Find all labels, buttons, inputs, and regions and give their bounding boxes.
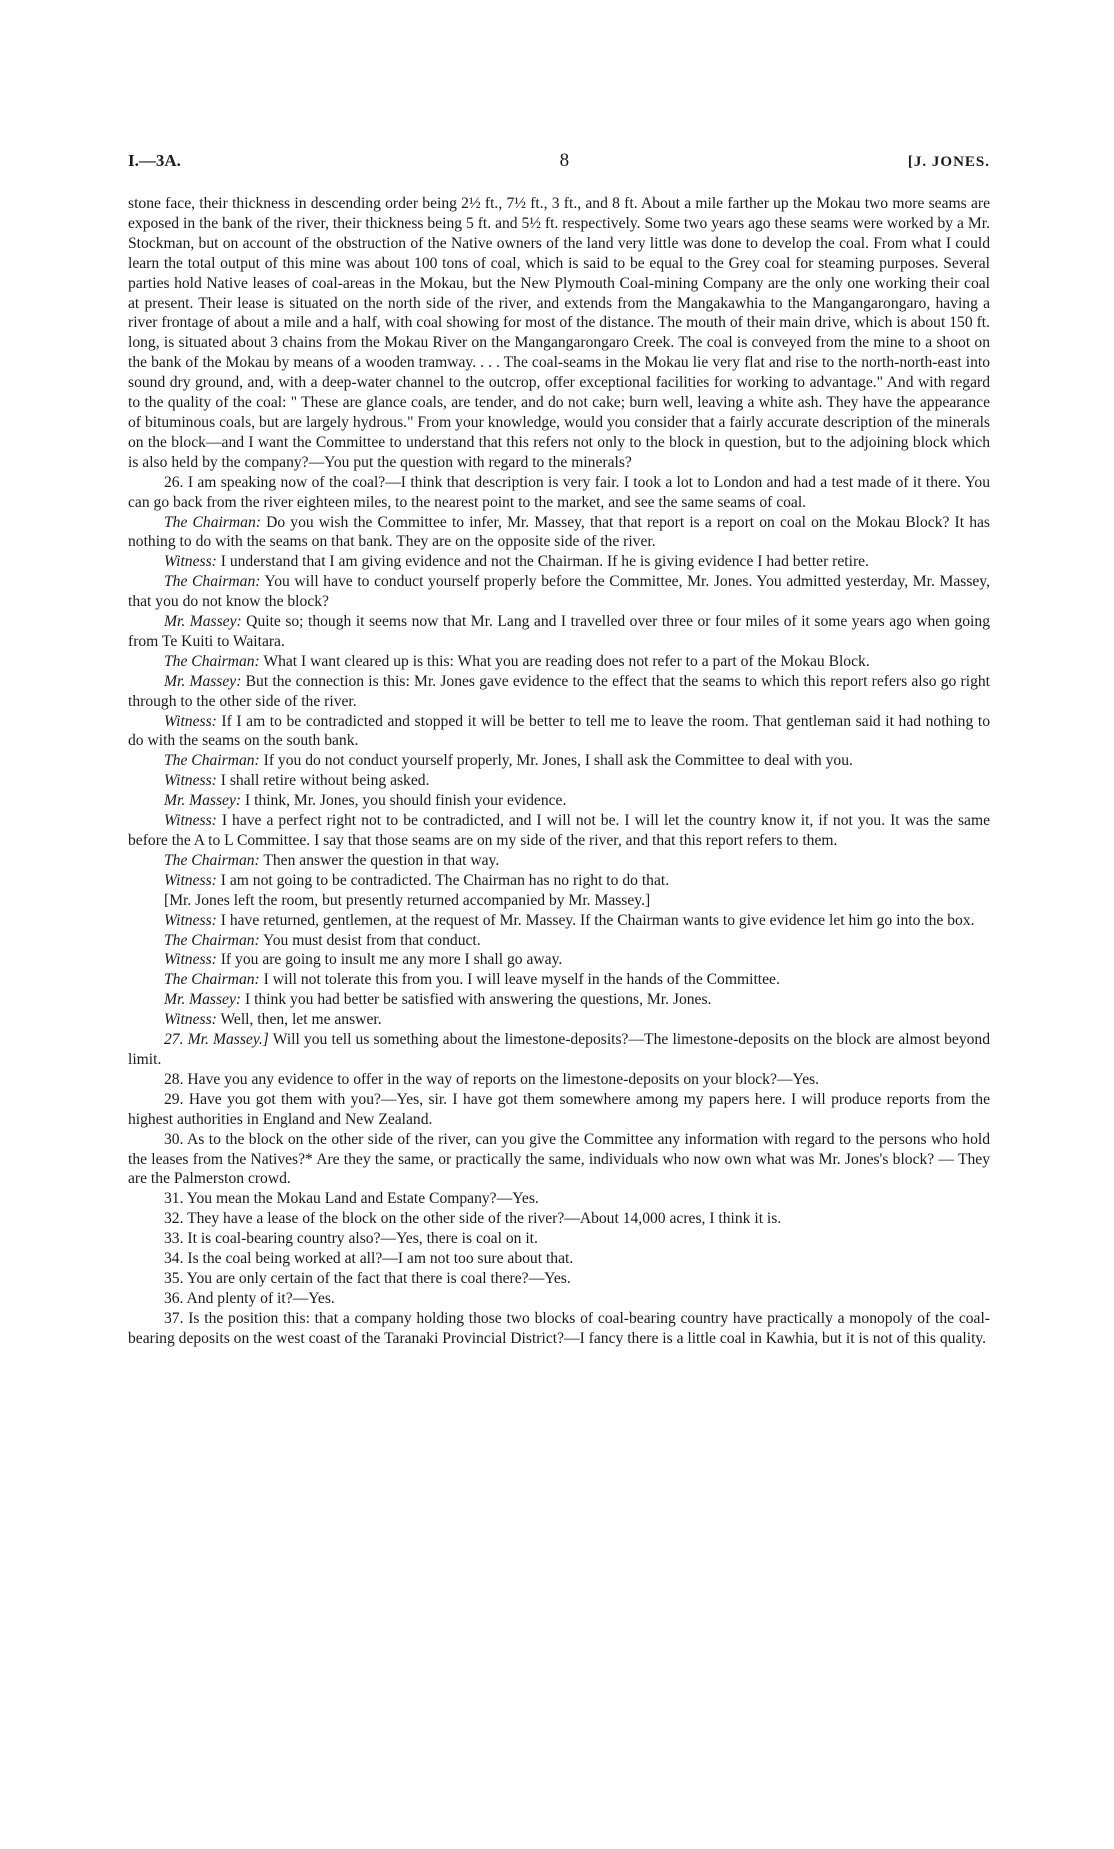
paragraph [128,891,990,911]
speaker-label: The Chairman: [164,971,260,989]
paragraph [128,990,990,1010]
speaker-label: The Chairman: [164,851,260,869]
paragraph [128,851,990,871]
speaker-label: The Chairman: [164,513,261,531]
paragraph-text: Will you tell us something about the limestone-deposits?—The limestone-deposits on the block are almost beyond limit. [128,1031,991,1068]
paragraph [128,572,990,612]
paragraph-text: 32. They have a lease of the block on the other side of the river?—About 14,000 acres, I think it is. [164,1210,782,1228]
paragraph-text: I shall retire without being asked. [216,772,430,790]
speaker-label: The Chairman: [164,652,260,670]
paragraph-text: But the connection is this: Mr. Jones gave evidence to the effect that the seams to which this report refers also go right through to the other side of the river. [128,672,990,710]
paragraph [128,871,990,891]
paragraph [128,911,990,931]
paragraph [128,712,990,752]
paragraph [128,1090,990,1130]
paragraph-text: If I am to be contradicted and stopped it will be better to tell me to leave the room. That gentleman said it had nothing to do with the seams on the south bank. [128,712,990,750]
speaker-label: Mr. Massey: [164,613,242,631]
paragraph [128,1070,990,1090]
paragraph [128,1130,990,1190]
paragraph-text: 26. I am speaking now of the coal?—I think that description is very fair. I took a lot to London and had a test made of it there. You can go back from the river eighteen miles, to the nearest point to the market, and see the same seams of coal. [128,473,990,511]
paragraph-text: I am not going to be contradicted. The Chairman has no right to do that. [216,871,670,889]
paragraph [128,1030,990,1070]
paragraph [128,672,990,712]
paragraph [128,513,990,553]
paragraph [128,194,990,473]
speaker-label: Witness: [164,871,217,889]
paragraph [128,811,990,851]
paragraph [128,751,990,771]
speaker-label: Witness: [164,712,217,730]
paragraph-text: 35. You are only certain of the fact that there is coal there?—Yes. [164,1269,571,1287]
paragraph-text: 28. Have you any evidence to offer in the way of reports on the limestone-deposits on your block?—Yes. [164,1070,820,1088]
paragraph-text: I have a perfect right not to be contradicted, and I will not be. I will let the country know it, if not you. It was the same before the A to L Committee. I say that those seams are on my side of the river, and that this report refers to them. [128,812,990,849]
paragraph-text: 34. Is the coal being worked at all?—I am not too sure about that. [164,1250,574,1268]
speaker-label: Mr. Massey: [164,672,242,690]
document-page [128,150,990,1349]
paragraph-text: 29. Have you got them with you?—Yes, sir. I have got them somewhere among my papers here. I will produce reports from the highest authorities in England and New Zealand. [128,1090,990,1128]
paragraph-text: Quite so; though it seems now that Mr. Lang and I travelled over three or four miles of it some years ago when going from Te Kuiti to Waitara. [128,613,990,650]
paragraph [128,950,990,970]
paragraph [128,1189,990,1209]
paragraph-text: 33. It is coal-bearing country also?—Yes, there is coal on it. [164,1230,538,1248]
paragraph [128,1229,990,1249]
paragraph [128,473,990,513]
speaker-label: Witness: [164,812,217,830]
speaker-label: The Chairman: [164,573,261,591]
paragraph [128,552,990,572]
paragraph-text: I think you had better be satisfied with answering the questions, Mr. Jones. [241,991,712,1009]
page-number: 8 [559,150,570,171]
paragraph-text: What I want cleared up is this: What you are reading does not refer to a part of the Mokau Block. [259,652,870,670]
speaker-label: Mr. Massey: [164,792,242,810]
speaker-label: Witness: [164,911,217,929]
paragraph-text: stone face, their thickness in descending order being 2½ ft., 7½ ft., 3 ft., and 8 ft. About a mile farther up the Mokau two more seams are exposed in the bank of the river, their thickness being 5 ft. and 5½ ft. respectively. Some two years ago these seams were worked by a Mr. Stockman, but on account of the obstruction of the Native owners of the land very little was done to develop the coal. From what I could learn the total output of this mine was about 100 tons of coal, which is said to be equal to the Grey coal for steaming purposes. Several parties hold Native leases of coal-areas in the Mokau, but the New Plymouth Coal-mining Company are the only one working their coal at present. Their lease is situated on the north side of the river, and extends from the Mangakawhia to the Mangangarongaro, having a river frontage of about a mile and a half, with coal showing for most of the distance. The mouth of their main drive, which is about 150 ft. long, is situated about 3 chains from the Mokau River on the Mangangarongaro Creek. The coal is conveyed from the mine to a shoot on the bank of the Mokau by means of a wooden tramway. . . . The coal-seams in the Mokau lie very flat and rise to the north-north-east into sound dry ground, and, with a deep-water channel to the outcrop, offer exceptional facilities for working to advantage." And with regard to the quality of the coal: " These are glance coals, are tender, and do not cake; burn well, leaving a white ash. They have the appearance of bituminous coals, but are largely hydrous." From your knowledge, would you consider that a fairly accurate description of the minerals on the block—and I want the Committee to understand that this refers not only to the block in question, but to the adjoining block which is also held by the company?—You put the question with regard to the minerals? [128,195,990,471]
paragraph-text: You must desist from that conduct. [259,931,481,949]
paragraph-text: [Mr. Jones left the room, but presently returned accompanied by Mr. Massey.] [164,891,651,909]
speaker-label: Witness: [164,772,217,790]
paragraph-text: If you do not conduct yourself properly, Mr. Jones, I shall ask the Committee to deal with you. [259,752,853,770]
speaker-label: Mr. Massey: [164,991,242,1009]
paragraph [128,652,990,672]
paragraph [128,1249,990,1269]
paragraph [128,771,990,791]
paragraph-text: Well, then, let me answer. [216,1011,382,1029]
body-text [128,194,990,1349]
speaker-label: Witness: [164,1011,217,1029]
paragraph-text: 31. You mean the Mokau Land and Estate Company?—Yes. [164,1190,539,1208]
paragraph-text: Do you wish the Committee to infer, Mr. Massey, that that report is a report on coal on the Mokau Block? It has nothing to do with the seams on that bank. They are on the opposite side of the river. [128,513,990,551]
paragraph [128,1309,990,1349]
speaker-label: Witness: [164,951,217,969]
paragraph [128,931,990,951]
speaker-label: The Chairman: [164,931,260,949]
paragraph-text: Then answer the question in that way. [259,851,500,869]
paragraph [128,1209,990,1229]
paragraph-text: 37. Is the position this: that a company holding those two blocks of coal-bearing country have practically a monopoly of the coal-bearing deposits on the west coast of the Taranaki Provincial District?—I fancy there is a little coal in Kawhia, but it is not of this quality. [128,1309,990,1347]
paragraph-text: I think, Mr. Jones, you should finish your evidence. [241,792,567,810]
paragraph [128,970,990,990]
paragraph-text: I have returned, gentlemen, at the request of Mr. Massey. If the Chairman wants to give evidence let him go into the box. [216,911,975,929]
paragraph-text: You will have to conduct yourself properly before the Committee, Mr. Jones. You admitted yesterday, Mr. Massey, that you do not know the block? [128,573,990,611]
paragraph-text: I will not tolerate this from you. I will leave myself in the hands of the Committee. [259,971,780,989]
paragraph-text: If you are going to insult me any more I shall go away. [216,951,563,969]
paper-reference: I.—3A. [128,151,181,170]
paragraph-text: I understand that I am giving evidence and not the Chairman. If he is giving evidence I had better retire. [216,553,869,571]
paragraph-text: 36. And plenty of it?—Yes. [164,1289,335,1307]
witness-name: [J. JONES. [907,154,990,170]
page-header [128,150,990,172]
speaker-label: The Chairman: [164,752,260,770]
paragraph-text: 30. As to the block on the other side of the river, can you give the Committee any information with regard to the persons who hold the leases from the Natives?* Are they the same, or practically the same, individuals who now own what was Mr. Jones's block? — They are the Palmerston crowd. [128,1130,990,1188]
speaker-label: Witness: [164,553,217,571]
paragraph [128,1269,990,1289]
paragraph [128,1289,990,1309]
paragraph [128,1010,990,1030]
speaker-label: 27. Mr. Massey.] [164,1031,269,1049]
paragraph [128,791,990,811]
paragraph [128,612,990,652]
